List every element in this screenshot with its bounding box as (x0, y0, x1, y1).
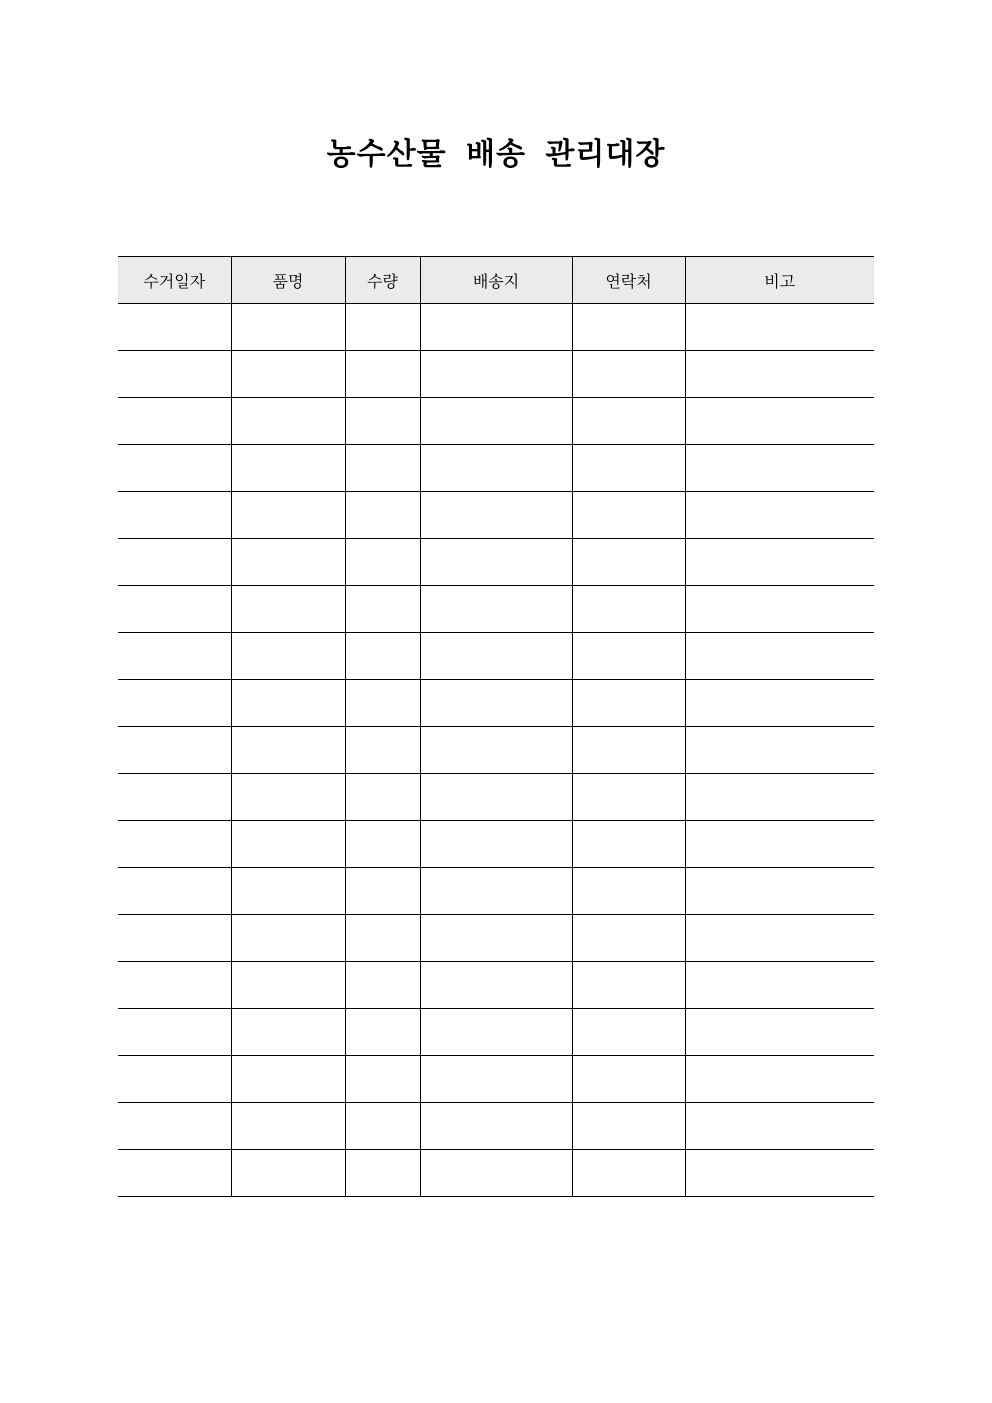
destination-cell[interactable] (420, 1056, 572, 1103)
destination-cell[interactable] (420, 351, 572, 398)
table-row (118, 915, 874, 962)
item-name-cell[interactable] (231, 680, 345, 727)
remarks-cell[interactable] (685, 727, 874, 774)
collection-date-cell[interactable] (118, 1056, 231, 1103)
contact-cell[interactable] (572, 868, 685, 915)
table-row (118, 633, 874, 680)
remarks-cell[interactable] (685, 821, 874, 868)
quantity-cell[interactable] (345, 398, 420, 445)
table-row (118, 1103, 874, 1150)
table-row (118, 821, 874, 868)
quantity-cell[interactable] (345, 727, 420, 774)
quantity-cell[interactable] (345, 492, 420, 539)
table-row (118, 398, 874, 445)
contact-cell[interactable] (572, 821, 685, 868)
contact-cell[interactable] (572, 1056, 685, 1103)
remarks-cell[interactable] (685, 915, 874, 962)
collection-date-cell[interactable] (118, 915, 231, 962)
quantity-cell[interactable] (345, 962, 420, 1009)
contact-cell[interactable] (572, 586, 685, 633)
remarks-cell[interactable] (685, 304, 874, 351)
destination-cell[interactable] (420, 727, 572, 774)
destination-cell[interactable] (420, 492, 572, 539)
quantity-cell[interactable] (345, 633, 420, 680)
item-name-cell[interactable] (231, 445, 345, 492)
column-header-collection-date: 수거일자 (118, 257, 231, 304)
column-header-remarks: 비고 (685, 257, 874, 304)
item-name-cell[interactable] (231, 727, 345, 774)
destination-cell[interactable] (420, 1009, 572, 1056)
remarks-cell[interactable] (685, 351, 874, 398)
table-row (118, 1009, 874, 1056)
remarks-cell[interactable] (685, 1150, 874, 1197)
collection-date-cell[interactable] (118, 445, 231, 492)
destination-cell[interactable] (420, 962, 572, 1009)
quantity-cell[interactable] (345, 539, 420, 586)
remarks-cell[interactable] (685, 1103, 874, 1150)
quantity-cell[interactable] (345, 821, 420, 868)
destination-cell[interactable] (420, 304, 572, 351)
collection-date-cell[interactable] (118, 868, 231, 915)
destination-cell[interactable] (420, 1150, 572, 1197)
contact-cell[interactable] (572, 1009, 685, 1056)
column-header-quantity: 수량 (345, 257, 420, 304)
table-row (118, 445, 874, 492)
table-row (118, 351, 874, 398)
contact-cell[interactable] (572, 398, 685, 445)
destination-cell[interactable] (420, 633, 572, 680)
collection-date-cell[interactable] (118, 680, 231, 727)
collection-date-cell[interactable] (118, 821, 231, 868)
collection-date-cell[interactable] (118, 351, 231, 398)
quantity-cell[interactable] (345, 1009, 420, 1056)
item-name-cell[interactable] (231, 351, 345, 398)
item-name-cell[interactable] (231, 1009, 345, 1056)
quantity-cell[interactable] (345, 774, 420, 821)
quantity-cell[interactable] (345, 1150, 420, 1197)
contact-cell[interactable] (572, 492, 685, 539)
remarks-cell[interactable] (685, 868, 874, 915)
collection-date-cell[interactable] (118, 492, 231, 539)
destination-cell[interactable] (420, 774, 572, 821)
contact-cell[interactable] (572, 304, 685, 351)
destination-cell[interactable] (420, 915, 572, 962)
contact-cell[interactable] (572, 1150, 685, 1197)
remarks-cell[interactable] (685, 586, 874, 633)
quantity-cell[interactable] (345, 445, 420, 492)
delivery-ledger-table (118, 256, 874, 1197)
table-row (118, 304, 874, 351)
quantity-cell[interactable] (345, 868, 420, 915)
table-row (118, 868, 874, 915)
table-header-row (118, 257, 874, 304)
item-name-cell[interactable] (231, 1056, 345, 1103)
contact-cell[interactable] (572, 915, 685, 962)
quantity-cell[interactable] (345, 586, 420, 633)
table-row (118, 1056, 874, 1103)
item-name-cell[interactable] (231, 774, 345, 821)
page-title: 농수산물 배송 관리대장 (326, 137, 666, 172)
quantity-cell[interactable] (345, 1056, 420, 1103)
contact-cell[interactable] (572, 774, 685, 821)
column-header-item-name: 품명 (231, 257, 345, 304)
remarks-cell[interactable] (685, 445, 874, 492)
quantity-cell[interactable] (345, 915, 420, 962)
contact-cell[interactable] (572, 539, 685, 586)
quantity-cell[interactable] (345, 351, 420, 398)
destination-cell[interactable] (420, 821, 572, 868)
item-name-cell[interactable] (231, 492, 345, 539)
collection-date-cell[interactable] (118, 398, 231, 445)
remarks-cell[interactable] (685, 1056, 874, 1103)
table-row (118, 539, 874, 586)
contact-cell[interactable] (572, 1103, 685, 1150)
quantity-cell[interactable] (345, 304, 420, 351)
destination-cell[interactable] (420, 868, 572, 915)
destination-cell[interactable] (420, 680, 572, 727)
table-row (118, 492, 874, 539)
destination-cell[interactable] (420, 1103, 572, 1150)
remarks-cell[interactable] (685, 1009, 874, 1056)
item-name-cell[interactable] (231, 539, 345, 586)
contact-cell[interactable] (572, 445, 685, 492)
item-name-cell[interactable] (231, 821, 345, 868)
item-name-cell[interactable] (231, 915, 345, 962)
collection-date-cell[interactable] (118, 774, 231, 821)
remarks-cell[interactable] (685, 539, 874, 586)
contact-cell[interactable] (572, 962, 685, 1009)
destination-cell[interactable] (420, 398, 572, 445)
table-row (118, 727, 874, 774)
item-name-cell[interactable] (231, 1150, 345, 1197)
collection-date-cell[interactable] (118, 304, 231, 351)
item-name-cell[interactable] (231, 962, 345, 1009)
collection-date-cell[interactable] (118, 539, 231, 586)
table-body (118, 304, 874, 1197)
table-row (118, 1150, 874, 1197)
destination-cell[interactable] (420, 586, 572, 633)
contact-cell[interactable] (572, 680, 685, 727)
item-name-cell[interactable] (231, 304, 345, 351)
destination-cell[interactable] (420, 539, 572, 586)
item-name-cell[interactable] (231, 398, 345, 445)
column-header-destination: 배송지 (420, 257, 572, 304)
collection-date-cell[interactable] (118, 962, 231, 1009)
collection-date-cell[interactable] (118, 1103, 231, 1150)
column-header-contact: 연락처 (572, 257, 685, 304)
table-row (118, 962, 874, 1009)
contact-cell[interactable] (572, 351, 685, 398)
item-name-cell[interactable] (231, 868, 345, 915)
quantity-cell[interactable] (345, 1103, 420, 1150)
item-name-cell[interactable] (231, 633, 345, 680)
remarks-cell[interactable] (685, 398, 874, 445)
item-name-cell[interactable] (231, 1103, 345, 1150)
contact-cell[interactable] (572, 633, 685, 680)
destination-cell[interactable] (420, 445, 572, 492)
table-row (118, 680, 874, 727)
quantity-cell[interactable] (345, 680, 420, 727)
collection-date-cell[interactable] (118, 586, 231, 633)
remarks-cell[interactable] (685, 962, 874, 1009)
remarks-cell[interactable] (685, 492, 874, 539)
item-name-cell[interactable] (231, 586, 345, 633)
collection-date-cell[interactable] (118, 1150, 231, 1197)
remarks-cell[interactable] (685, 633, 874, 680)
remarks-cell[interactable] (685, 774, 874, 821)
collection-date-cell[interactable] (118, 727, 231, 774)
table-row (118, 586, 874, 633)
contact-cell[interactable] (572, 727, 685, 774)
collection-date-cell[interactable] (118, 1009, 231, 1056)
collection-date-cell[interactable] (118, 633, 231, 680)
remarks-cell[interactable] (685, 680, 874, 727)
table-row (118, 774, 874, 821)
